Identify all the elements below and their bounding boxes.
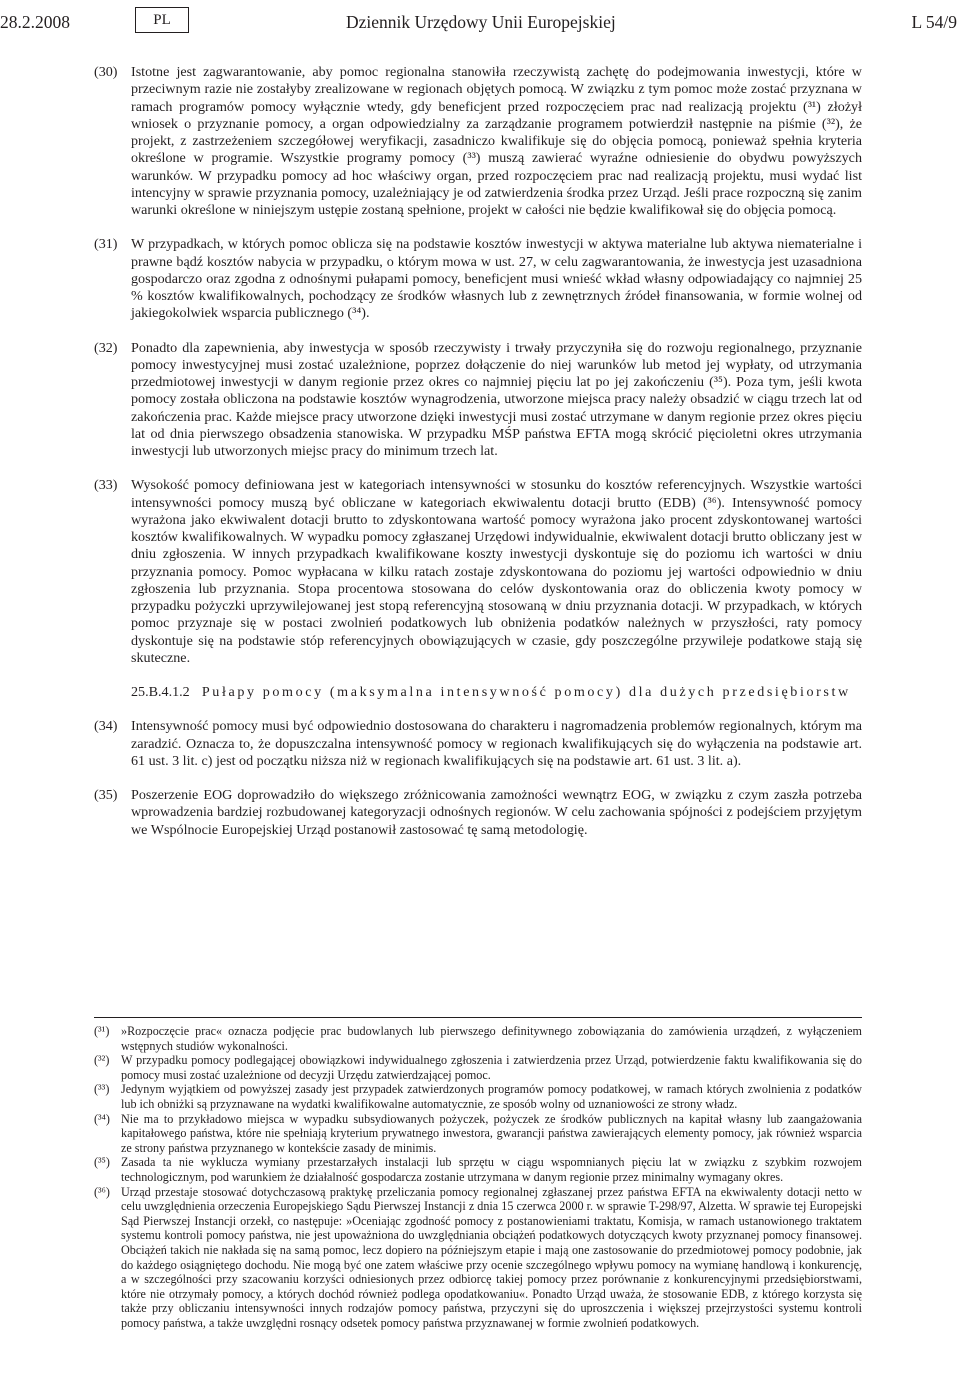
paragraph-31 — [94, 236, 862, 322]
footnote-number: (³⁵) — [94, 1155, 110, 1170]
footnote-number: (³⁶) — [94, 1184, 110, 1199]
footnote-text: Jedynym wyjątkiem od powyższej zasady jest przypadek zatwierdzonych programów pomocy podatkowej, w ramach których zwolnienia z podatków lub ich obniżki są przyznawane na wydatki kwalifikowalne automatycznie, ze sposób wolny od uznaniowości ze strony władz. — [121, 1082, 862, 1111]
paragraph-30 — [94, 64, 862, 219]
paragraph-text: Istotne jest zagwarantowanie, aby pomoc regionalna stanowiła rzeczywistą zachętę do podejmowania inwestycji, które w przeciwnym razie nie zostałyby zrealizowane w regionach objętych pomocą. W związku z tym pomoc może zostać przyznana w ramach programów pomocy wyłącznie wtedy, gdy beneficjent przed rozpoczęciem prac nad realizacją projektu (³¹) złożył wniosek o przyznanie pomocy, a organ odpowiedzialny za zarządzanie programem potwierdził następnie na piśmie (³²), że projekt, z zastrzeżeniem szczegółowej weryfikacji, zasadniczo kwalifikuje się do objęcia pomocą, ponieważ spełnia kryteria określone w programie. Wszystkie programy pomocy (³³) muszą zawierać wyraźne odniesienie do obydwu powyższych warunków. W przypadku pomocy ad hoc właściwy organ, przed rozpoczęciem prac nad realizacją projektu, musi wydać list intencyjny w sprawie przyznania pomocy, uzależniający je od zatwierdzenia środka przez Urząd. Jeśli prace rozpoczną się zanim warunki określone w niniejszym ustępie zostaną spełnione, projekt w całości nie będzie kwalifikował się do objęcia pomocą. — [131, 64, 862, 218]
footnote-35 — [94, 1155, 862, 1184]
footnote-34 — [94, 1112, 862, 1156]
paragraph-text: Ponadto dla zapewnienia, aby inwestycja w sposób rzeczywisty i trwały przyczyniła się do rozwoju regionalnego, przyznanie pomocy inwestycyjnej musi zostać uzależnione, poprzez dołączenie do niej warunków lub metod jej wypłaty, od utrzymania przedmiotowej inwestycji w danym regionie przez okres co najmniej pięciu lat po jej zakończeniu (³⁵). Poza tym, jeśli kwota pomocy została obliczona na podstawie kosztów wynagrodzenia, utworzone miejsca pracy należy obsadzić w ciągu trzech lat od zakończenia prac. Każde miejsce pracy utworzone dzięki inwestycji musi zostać utrzymane w danym regionie przez okres pięciu lat od dnia pierwszego obsadzenia stanowiska. W przypadku MŚP państwa EFTA mogą skrócić pięcioletni okres utrzymania inwestycji lub utworzonych miejsc pracy do minimum trzech lat. — [131, 339, 862, 459]
footnote-36 — [94, 1185, 862, 1331]
paragraph-32 — [94, 340, 862, 461]
paragraph-text: Wysokość pomocy definiowana jest w kategoriach intensywności w stosunku do kosztów referencyjnych. Wszystkie wartości intensywności pomocy muszą być obliczane w kategoriach ekwiwalentu dotacji brutto (EDB) (³⁶). Intensywność pomocy wyrażona jako ekwiwalent dotacji brutto to zdyskontowana wartość pomocy wyrażona jako procent zdyskontowanej wartości kosztów kwalifikowalnych. W wypadku pomocy zgłaszanej Urzędowi indywidualnie, ekwiwalent dotacji brutto obliczany jest w dniu zgłoszenia. W innych przypadkach kwalifikowane koszty inwestycji dyskontuje się do poziomu ich wartości w dniu przyznania pomocy. Pomoc wypłacana w kilku ratach zostaje zdyskontowana do poziomu jej wartości odpowiednio w dniu zgłoszenia lub przyznania. Stopa procentowa stosowana do celów dyskontowania oraz do obliczenia kwoty pomocy w przypadku pożyczki uprzywilejowanej jest stopą referencyjną stosowaną w dniu przyznania dotacji. W przypadkach, w których pomoc przyznaje się w postaci zwolnień podatkowych lub obniżenia podatków należnych w przyszłości, raty pomocy dyskontuje się na podstawie stóp referencyjnych obowiązujących w czasie, gdy poszczególne przywileje podatkowe stają się skuteczne. — [131, 477, 862, 666]
paragraph-33 — [94, 477, 862, 667]
section-number: 25.B.4.1.2 — [131, 684, 190, 700]
paragraph-number: (35) — [94, 787, 118, 803]
paragraph-text: Intensywność pomocy musi być odpowiednio dostosowana do charakteru i nagromadzenia problemów regionalnych, którym ma zaradzić. Oznacza to, że dopuszczalna intensywność pomocy w regionach kwalifikujących się do wyłączenia na podstawie art. 61 ust. 3 lit. c) jest od początku niższa niż w regionach kwalifikujących się na podstawie art. 61 ust. 3 lit. a). — [131, 718, 862, 769]
paragraph-34 — [94, 718, 862, 770]
footnote-number: (³⁴) — [94, 1111, 110, 1126]
section-title: Pułapy pomocy (maksymalna intensywność pomocy) dla dużych przedsiębiorstw — [201, 684, 851, 700]
footnote-text: Urząd przestaje stosować dotychczasową praktykę przeliczania pomocy regionalnej zgłaszanej przez państwa EFTA na ekwiwalenty dotacji netto w celu uwzględnienia orzeczenia Europejskiego Sądu Pierwszej Instancji z dnia 15 czerwca 2000 r. w sprawie T-298/97, Alzetta. W sprawie tej Europejski Sąd Pierwszej Instancji orzekł, co następuje: »Oceniając zgodność pomocy z postanowieniami traktatu, Komisja, w ramach ustanowionego traktatem systemu kontroli pomocy państwa, nie jest upoważniona do uwzględniania obciążeń podatkowych dotyczących kwoty przyznanej pomocy finansowej. Obciążeń takich nie nakłada się na samą pomoc, lecz dopiero na późniejszym etapie i mają one zastosowanie do przedmiotowej pomocy podobnie, jak do każdego osiągniętego dochodu. Nie mogą być one zatem właściwe przy ocenie szczególnego wpływu pomocy na wymianę handlową i konkurencję, a w szczególności przy szacowaniu korzyści odniesionych przez odbiorcę takiej pomocy przez porównanie z konkurencyjnymi przedsiębiorstwami, które nie otrzymały pomocy, a których dochód również podlega opodatkowaniu«. Ponadto Urząd uważa, że stosowanie EDB, z którego korzysta się także przy obliczaniu intensywności innych rodzajów pomocy państwa, przyczyni się do uproszczenia i większej przejrzystości systemu kontroli pomocy państwa, a także uwzględni rosnący odsetek pomocy państwa przyznawanej w formie zwolnień podatkowych. — [121, 1184, 862, 1330]
footnote-number: (³²) — [94, 1053, 110, 1068]
main-content — [94, 64, 862, 839]
publication-date: 28.2.2008 — [0, 12, 70, 32]
language-badge: PL — [135, 7, 189, 33]
paragraph-number: (34) — [94, 718, 118, 735]
paragraph-text: Poszerzenie EOG doprowadziło do większego zróżnicowania zamożności wewnątrz EOG, w związku z czym zaszła potrzeba wprowadzenia bardziej rozbudowanej kategoryzacji odnośnych regionów. W celu zachowania spójności z podejściem przyjętym we Wspólnocie Europejskiej Urząd postanowił zastosować tę samą metodologię. — [131, 787, 862, 838]
footnote-text: W przypadku pomocy podlegającej obowiązkowi indywidualnego zgłoszenia i zatwierdzenia przez Urząd, potwierdzenie faktu kwalifikowania się do pomocy musi zostać uzależnione od decyzji Urzędu zatwierdzającej pomoc. — [121, 1053, 862, 1082]
footnote-number: (³¹) — [94, 1024, 110, 1038]
paragraph-text: W przypadkach, w których pomoc oblicza się na podstawie kosztów inwestycji w aktywa materialne lub aktywa niematerialne i prawne bądź kosztów nabycia w przypadku, o którym mowa w ust. 27, w celu zagwarantowania, że inwestycja jest uzasadniona gospodarczo oraz zgodna z odnośnymi pułapami pomocy, beneficjent musi wnieść wkład własny odpowiadający co najmniej 25 % kosztów kwalifikowalnych, pochodzący ze środków własnych lub z zewnętrznych źródeł finansowania, w formie wolnej od jakiegokolwiek wsparcia publicznego (³⁴). — [131, 236, 862, 322]
page-header — [0, 0, 960, 44]
paragraph-number: (33) — [94, 477, 118, 494]
footnote-32 — [94, 1053, 862, 1082]
footnote-text: »Rozpoczęcie prac« oznacza podjęcie prac budowlanych lub pierwszego definitywnego zobowiązania do zamówienia urządzeń, z wyłączeniem wstępnych studiów wykonalności. — [121, 1024, 862, 1053]
footnote-text: Zasada ta nie wyklucza wymiany przestarzałych instalacji lub sprzętu w ciągu wspomnianych pięciu lat w związku z szybkim rozwojem technologicznym, pod warunkiem że działalność gospodarcza zostanie utrzymana w danym regionie przez minimalny wymagany okres. — [121, 1155, 862, 1184]
footnote-number: (³³) — [94, 1082, 110, 1097]
journal-title: Dziennik Urzędowy Unii Europejskiej — [346, 12, 616, 32]
paragraph-number: (32) — [94, 339, 118, 356]
footnote-31 — [94, 1024, 862, 1053]
paragraph-number: (31) — [94, 236, 118, 253]
footnotes — [94, 1017, 862, 1330]
footnote-text: Nie ma to przykładowo miejsca w wypadku subsydiowanych pożyczek, pożyczek ze środków publicznych na kapitał własny lub zaangażowania kapitałowego państwa, które nie spełniają kryterium prywatnego inwestora, gwarancji państwa zawierających elementy pomocy, jak również wsparcia ze strony państwa przyznanego w kontekście zasady de minimis. — [121, 1111, 862, 1155]
page-reference: L 54/9 — [911, 12, 957, 32]
footnote-33 — [94, 1082, 862, 1111]
section-heading — [94, 684, 862, 701]
paragraph-35 — [94, 787, 862, 839]
paragraph-number: (30) — [94, 64, 118, 80]
